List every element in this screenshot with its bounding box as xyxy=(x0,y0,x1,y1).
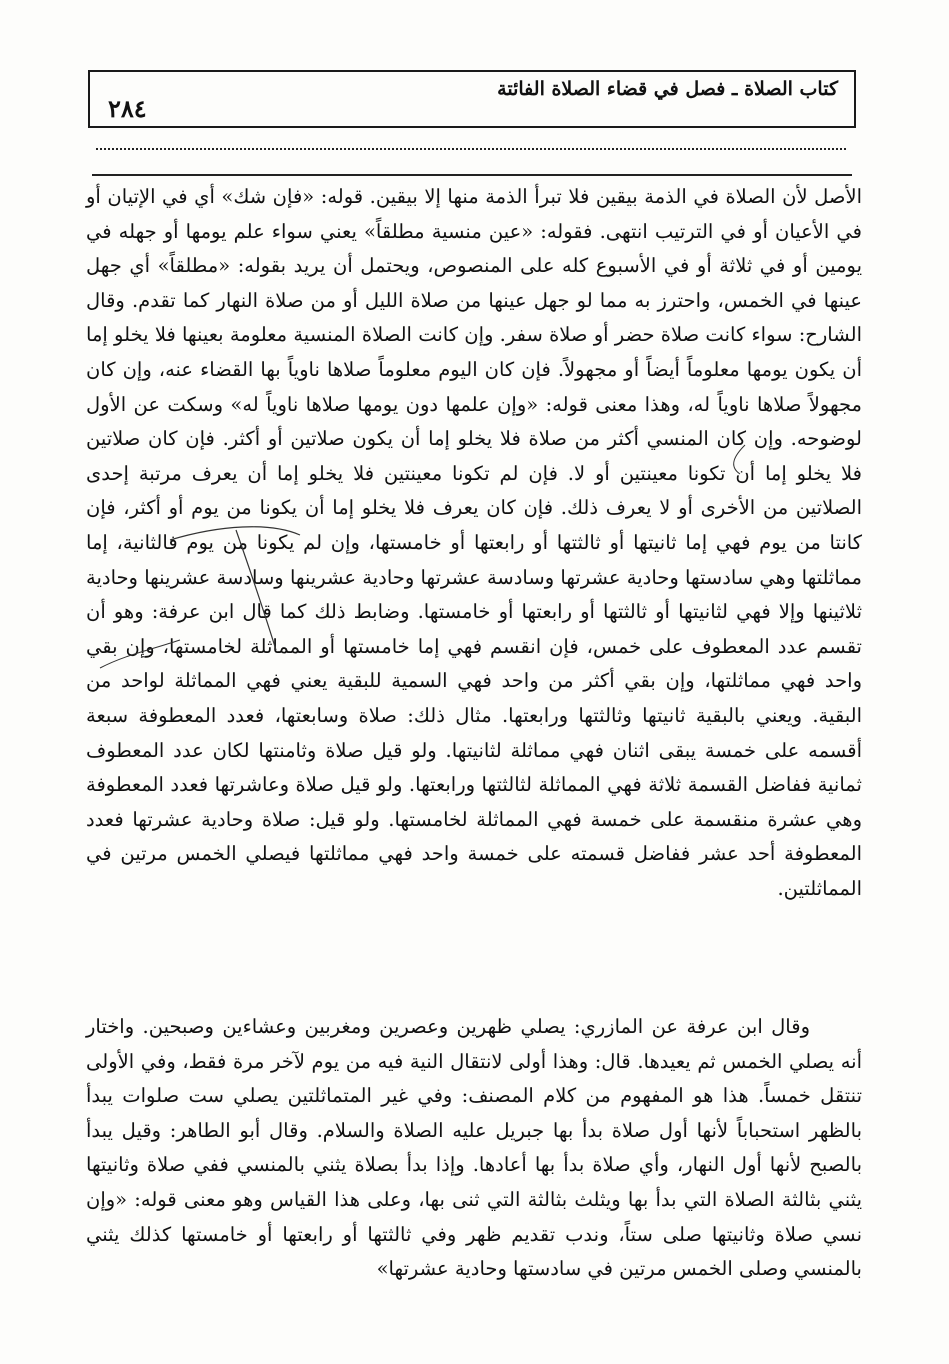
body-paragraph-2: وقال ابن عرفة عن المازري: يصلي ظهرين وعصرين ومغربين وعشاءين وصبحين. واختار أنه يصلي الخمس ثم يعيدها. قال: وهذا أولى لانتقال النية فيه من يوم لآخر مرة فقط، وفي الأولى تنتقل خمساً. هذا هو المفهوم من كلام المصنف: وفي غير المتماثلتين يصلي ست صلوات يبدأ بالظهر استحباباً لأنها أول صلاة بدأ بها جبريل عليه الصلاة والسلام. وقال أبو الطاهر: وقيل يبدأ بالصبح لأنها أول النهار، وأي صلاة بدأ بها أعادها. وإذا بدأ بصلاة يثني بالمنسي ففي صلاة وثانيتها يثني بثالثة الصلاة التي بدأ بها ويثلث بثالثة التي ثنى بها، وعلى هذا القياس وهو معنى قوله: «وإن نسي صلاة وثانيتها صلى ستاً، وندب تقديم ظهر وفي ثالثتها أو رابعتها أو خامستها كذلك يثني بالمنسي وصلى الخمس مرتين في سادستها وحادية عشرتها» xyxy=(86,1015,862,1281)
dotted-divider xyxy=(96,148,846,150)
solid-divider xyxy=(92,174,852,176)
page-header-box xyxy=(88,70,856,128)
running-head-title: كتاب الصلاة ـ فصل في قضاء الصلاة الفائتة xyxy=(497,78,838,100)
page-number: ٢٨٤ xyxy=(108,94,147,123)
body-paragraph-1: الأصل لأن الصلاة في الذمة بيقين فلا تبرأ الذمة منها إلا بيقين. قوله: «فإن شك» أي في الإتيان أو في الأعيان أو في الترتيب انتهى. فقوله: «عين منسية مطلقاً» يعني سواء علم يومها أو جهله في يومين أو في ثلاثة أو في الأسبوع كله على المنصوص، ويحتمل أن يريد بقوله: «مطلقاً» أي جهل عينها في الخمس، واحترز به مما لو جهل عينها من صلاة الليل أو من صلاة النهار كما تقدم. وقال الشارح: سواء كانت صلاة حضر أو صلاة سفر. وإن كانت الصلاة المنسية معلومة بعينها فلا يخلو إما أن يكون يومها معلوماً أيضاً أو مجهولاً. فإن كان اليوم معلوماً صلاها ناوياً بها القضاء عنه، وإن كان مجهولاً صلاها ناوياً له، وهذا معنى قوله: «وإن علمها دون يومها صلاها ناوياً له» وسكت عن الأول لوضوحه. وإن كان المنسي أكثر من صلاة فلا يخلو إما أن يكون صلاتين أو أكثر. فإن كان صلاتين فلا يخلو إما أن تكونا معينتين أو لا. فإن لم تكونا معينتين فلا يخلو إما أن يعرف مرتبة إحدى الصلاتين من الأخرى أو لا يعرف ذلك. فإن كان يعرف فلا يخلو إما أن يكونا من يوم أو أكثر، فإن كانتا من يوم فهي إما ثانيتها أو ثالثتها أو رابعتها أو خامستها، وإن لم يكونا من يوم فالثانية، إما مماثلتها وهي سادستها وحادية عشرتها وسادسة عشرتها وحادية عشرينها وسادسة عشرينها وحادية ثلاثينها وإلا فهي لثانيتها أو ثالثتها أو رابعتها أو خامستها. وضابط ذلك كما قال ابن عرفة: وهو أن تقسم عدد المعطوف على خمس، فإن انقسم فهي إما خامستها أو المماثلة لخامستها، وإن بقي واحد فهي مماثلتها، وإن بقي أكثر من واحد فهي السمية للبقية يعني فهي المماثلة لواحد من البقية. ويعني بالبقية ثانيتها وثالثتها ورابعتها. مثال ذلك: صلاة وسابعتها، فعدد المعطوفة سبعة أقسمه على خمسة يبقى اثنان فهي مماثلة لثانيتها. ولو قيل صلاة وثامنتها لكان عدد المعطوف ثمانية ففاضل القسمة ثلاثة فهي المماثلة لثالثتها ورابعتها. ولو قيل صلاة وعاشرتها فعدد المعطوفة وهي عشرة منقسمة على خمسة فهي المماثلة لخامستها. ولو قيل: صلاة وحادية عشرتها فعدد المعطوفة أحد عشر ففاضل قسمته على خمسة واحد فهي مماثلتها فيصلي الخمس مرتين في المماثلتين. xyxy=(86,185,863,900)
